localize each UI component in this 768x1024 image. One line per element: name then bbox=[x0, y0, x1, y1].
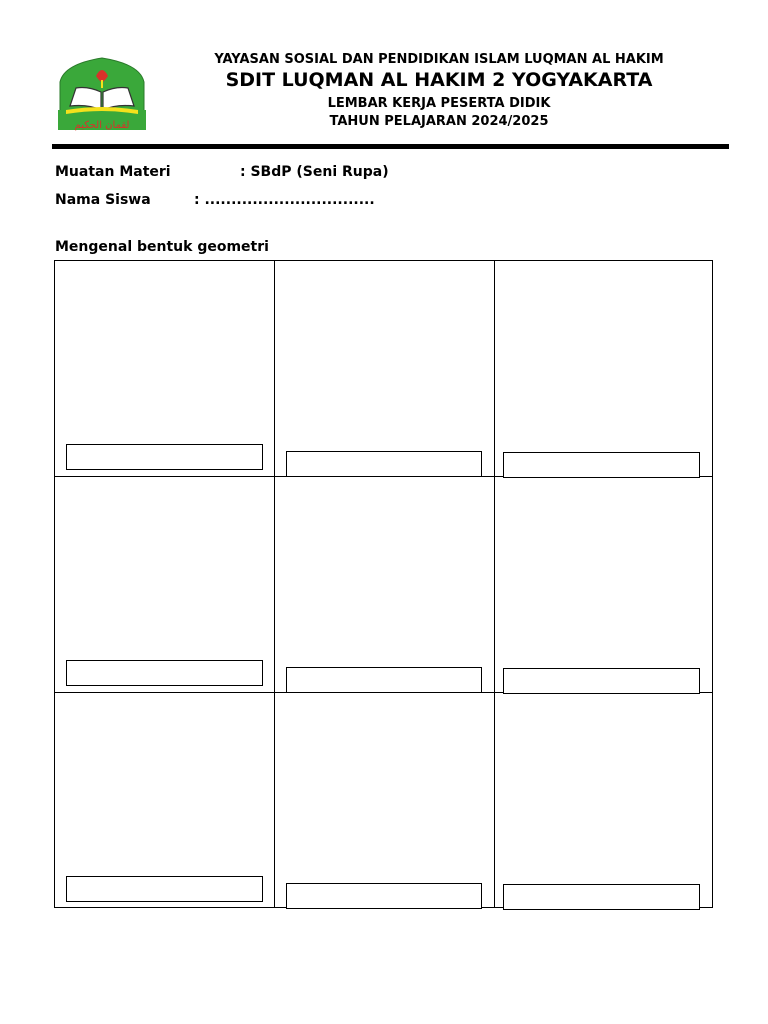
shape-name-box[interactable] bbox=[286, 883, 482, 909]
shape-name-box[interactable] bbox=[286, 667, 482, 693]
school-logo bbox=[52, 54, 152, 134]
student-name-field[interactable]: : ................................ bbox=[194, 192, 375, 208]
logo-script-text: لقمان الحكيم bbox=[74, 120, 130, 131]
academic-year: TAHUN PELAJARAN 2024/2025 bbox=[329, 114, 549, 129]
subject-label: Muatan Materi bbox=[55, 164, 171, 180]
shape-name-box[interactable] bbox=[66, 660, 263, 686]
geometry-grid bbox=[54, 260, 713, 908]
shape-name-box[interactable] bbox=[503, 884, 700, 910]
shape-name-box[interactable] bbox=[503, 452, 700, 478]
student-name-label: Nama Siswa bbox=[55, 192, 151, 208]
header-divider bbox=[52, 144, 729, 149]
shape-name-box[interactable] bbox=[66, 444, 263, 470]
school-name: SDIT LUQMAN AL HAKIM 2 YOGYAKARTA bbox=[225, 69, 653, 91]
shape-name-box[interactable] bbox=[503, 668, 700, 694]
grid-divider bbox=[274, 261, 275, 907]
grid-divider bbox=[494, 261, 495, 907]
foundation-name: YAYASAN SOSIAL DAN PENDIDIKAN ISLAM LUQMAN AL HAKIM bbox=[214, 52, 664, 67]
document-type: LEMBAR KERJA PESERTA DIDIK bbox=[327, 96, 551, 111]
section-title: Mengenal bentuk geometri bbox=[55, 239, 269, 255]
shape-name-box[interactable] bbox=[286, 451, 482, 477]
shape-name-box[interactable] bbox=[66, 876, 263, 902]
subject-value: : SBdP (Seni Rupa) bbox=[240, 164, 389, 180]
